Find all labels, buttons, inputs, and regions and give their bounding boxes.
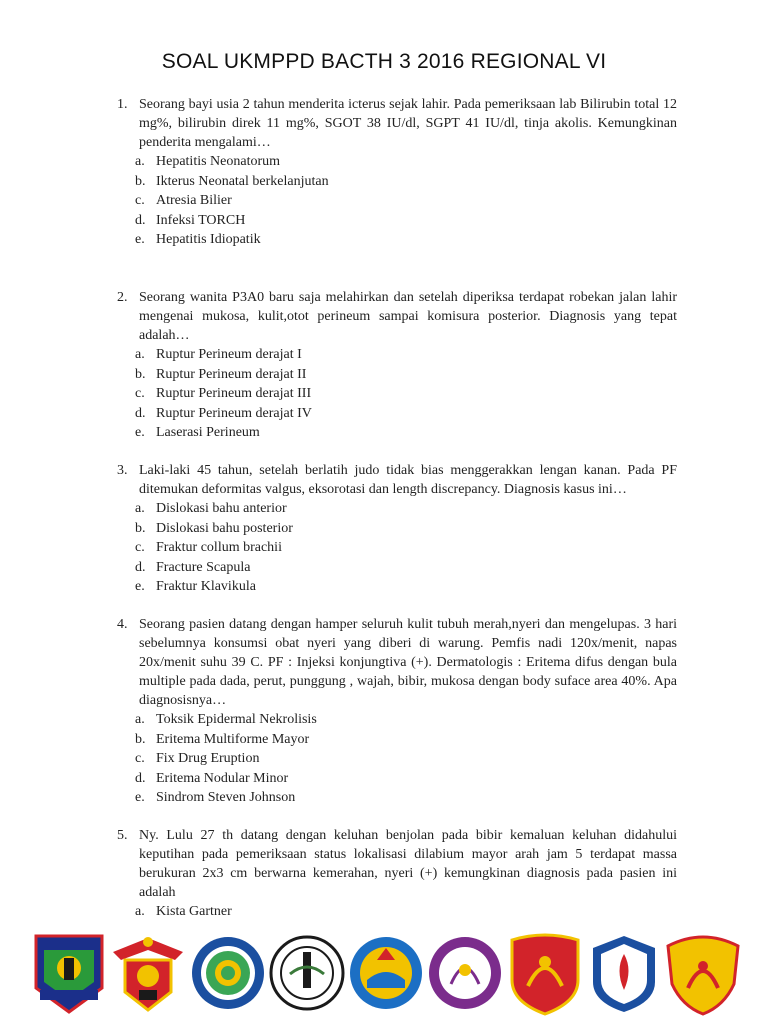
- option-a: a. Hepatitis Neonatorum: [135, 154, 281, 169]
- option-a: a. Toksik Epidermal Nekrolisis: [135, 712, 317, 727]
- garuda-crest-logo: [109, 930, 187, 1016]
- options-list: [117, 902, 677, 922]
- question-3: [117, 461, 677, 597]
- question-number: 5.: [117, 828, 128, 843]
- option-b: b. Ikterus Neonatal berkelanjutan: [135, 173, 329, 189]
- question-number: 2.: [117, 290, 128, 305]
- red-shield-logo: [506, 930, 584, 1016]
- option-c: c. Atresia Bilier: [135, 193, 232, 208]
- question-text: Seorang pasien datang dengan hamper seluruh kulit tubuh merah,nyeri dan mengelupas. 3 hari sebelumnya konsumsi obat nyeri yang diberi di warung. Pemfis nadi 120x/menit, napas 20x/menit suhu 39 C. PF : Injeksi konjungtiva (+). Dermatologis : Eritema difus dengan bula multiple pada dada, perut, punggung , wajah, bibir, mukosa dengan body suface area 40%. Apa diagnosisnya…: [139, 617, 677, 708]
- option-c: c. Ruptur Perineum derajat III: [135, 386, 312, 401]
- option-e: e. Sindrom Steven Johnson: [135, 790, 296, 805]
- question-number: 4.: [117, 617, 128, 632]
- question-2: [117, 288, 677, 443]
- question-number: 1.: [117, 97, 128, 112]
- options-list: [117, 345, 677, 443]
- option-d: d. Fracture Scapula: [135, 559, 251, 575]
- option-b: b. Eritema Multiforme Mayor: [135, 731, 310, 747]
- options-list: [117, 710, 677, 808]
- option-d: d. Ruptur Perineum derajat IV: [135, 405, 312, 421]
- option-a: a. Kista Gartner: [135, 904, 232, 919]
- universitas-cendrawasih-logo: [664, 930, 742, 1016]
- option-e: e. Hepatitis Idiopatik: [135, 232, 261, 247]
- option-b: b. Ruptur Perineum derajat II: [135, 366, 307, 382]
- university-logo-strip: [30, 928, 742, 1018]
- question-text: Laki-laki 45 tahun, setelah berlatih judo tidak bias menggerakkan lengan kanan. Pada PF ditemukan deformitas valgus, eksorotasi dan length discrepancy. Diagnosis kasus ini…: [139, 463, 677, 497]
- question-5: [117, 826, 677, 922]
- option-b: b. Dislokasi bahu posterior: [135, 520, 293, 536]
- universitas-pattimura-logo: [347, 930, 425, 1016]
- universitas-alkhairaat-logo: [268, 930, 346, 1016]
- question-number: 3.: [117, 463, 128, 478]
- question-1: [117, 95, 677, 250]
- option-d: d. Infeksi TORCH: [135, 212, 246, 228]
- muhammadiyah-sun-logo: [189, 930, 267, 1016]
- options-list: [117, 499, 677, 597]
- option-d: d. Eritema Nodular Minor: [135, 770, 289, 786]
- university-muhammadiyah-makassar-logo: [30, 930, 108, 1016]
- option-e: e. Laserasi Perineum: [135, 425, 260, 440]
- option-e: e. Fraktur Klavikula: [135, 579, 256, 594]
- option-a: a. Dislokasi bahu anterior: [135, 501, 287, 516]
- question-text: Seorang bayi usia 2 tahun menderita icterus sejak lahir. Pada pemeriksaan lab Bilirubin total 12 mg%, bilirubin direk 11 mg%, SGOT 38 IU/dl, SGPT 41 IU/dl, tinja akolis. Kemungkinan penderita mengalami…: [139, 97, 677, 150]
- universitas-haluoleo-logo: [585, 930, 663, 1016]
- question-text: Seorang wanita P3A0 baru saja melahirkan dan setelah diperiksa terdapat robekan jalan lahir mengenai mukosa, kulit,otot perineum sampai komisura posterior. Diagnosis yang tepat adalah…: [139, 290, 677, 343]
- page-title: SOAL UKMPPD BACTH 3 2016 REGIONAL VI: [161, 50, 607, 73]
- question-4: [117, 615, 677, 808]
- option-a: a. Ruptur Perineum derajat I: [135, 347, 302, 362]
- question-text: Ny. Lulu 27 th datang dengan keluhan benjolan pada bibir kemaluan keluhan didahului keputihan pada pemeriksaan status lokalisasi dilabium mayor arah jam 5 terdapat massa berukuran 2x3 cm berwarna kemerahan, nyeri (+) kemungkinan diagnosis pada pasien ini adalah: [139, 828, 677, 900]
- universitas-sam-ratulangi-logo: [426, 930, 504, 1016]
- options-list: [117, 152, 677, 250]
- option-c: c. Fix Drug Eruption: [135, 751, 260, 766]
- option-c: c. Fraktur collum brachii: [135, 540, 282, 555]
